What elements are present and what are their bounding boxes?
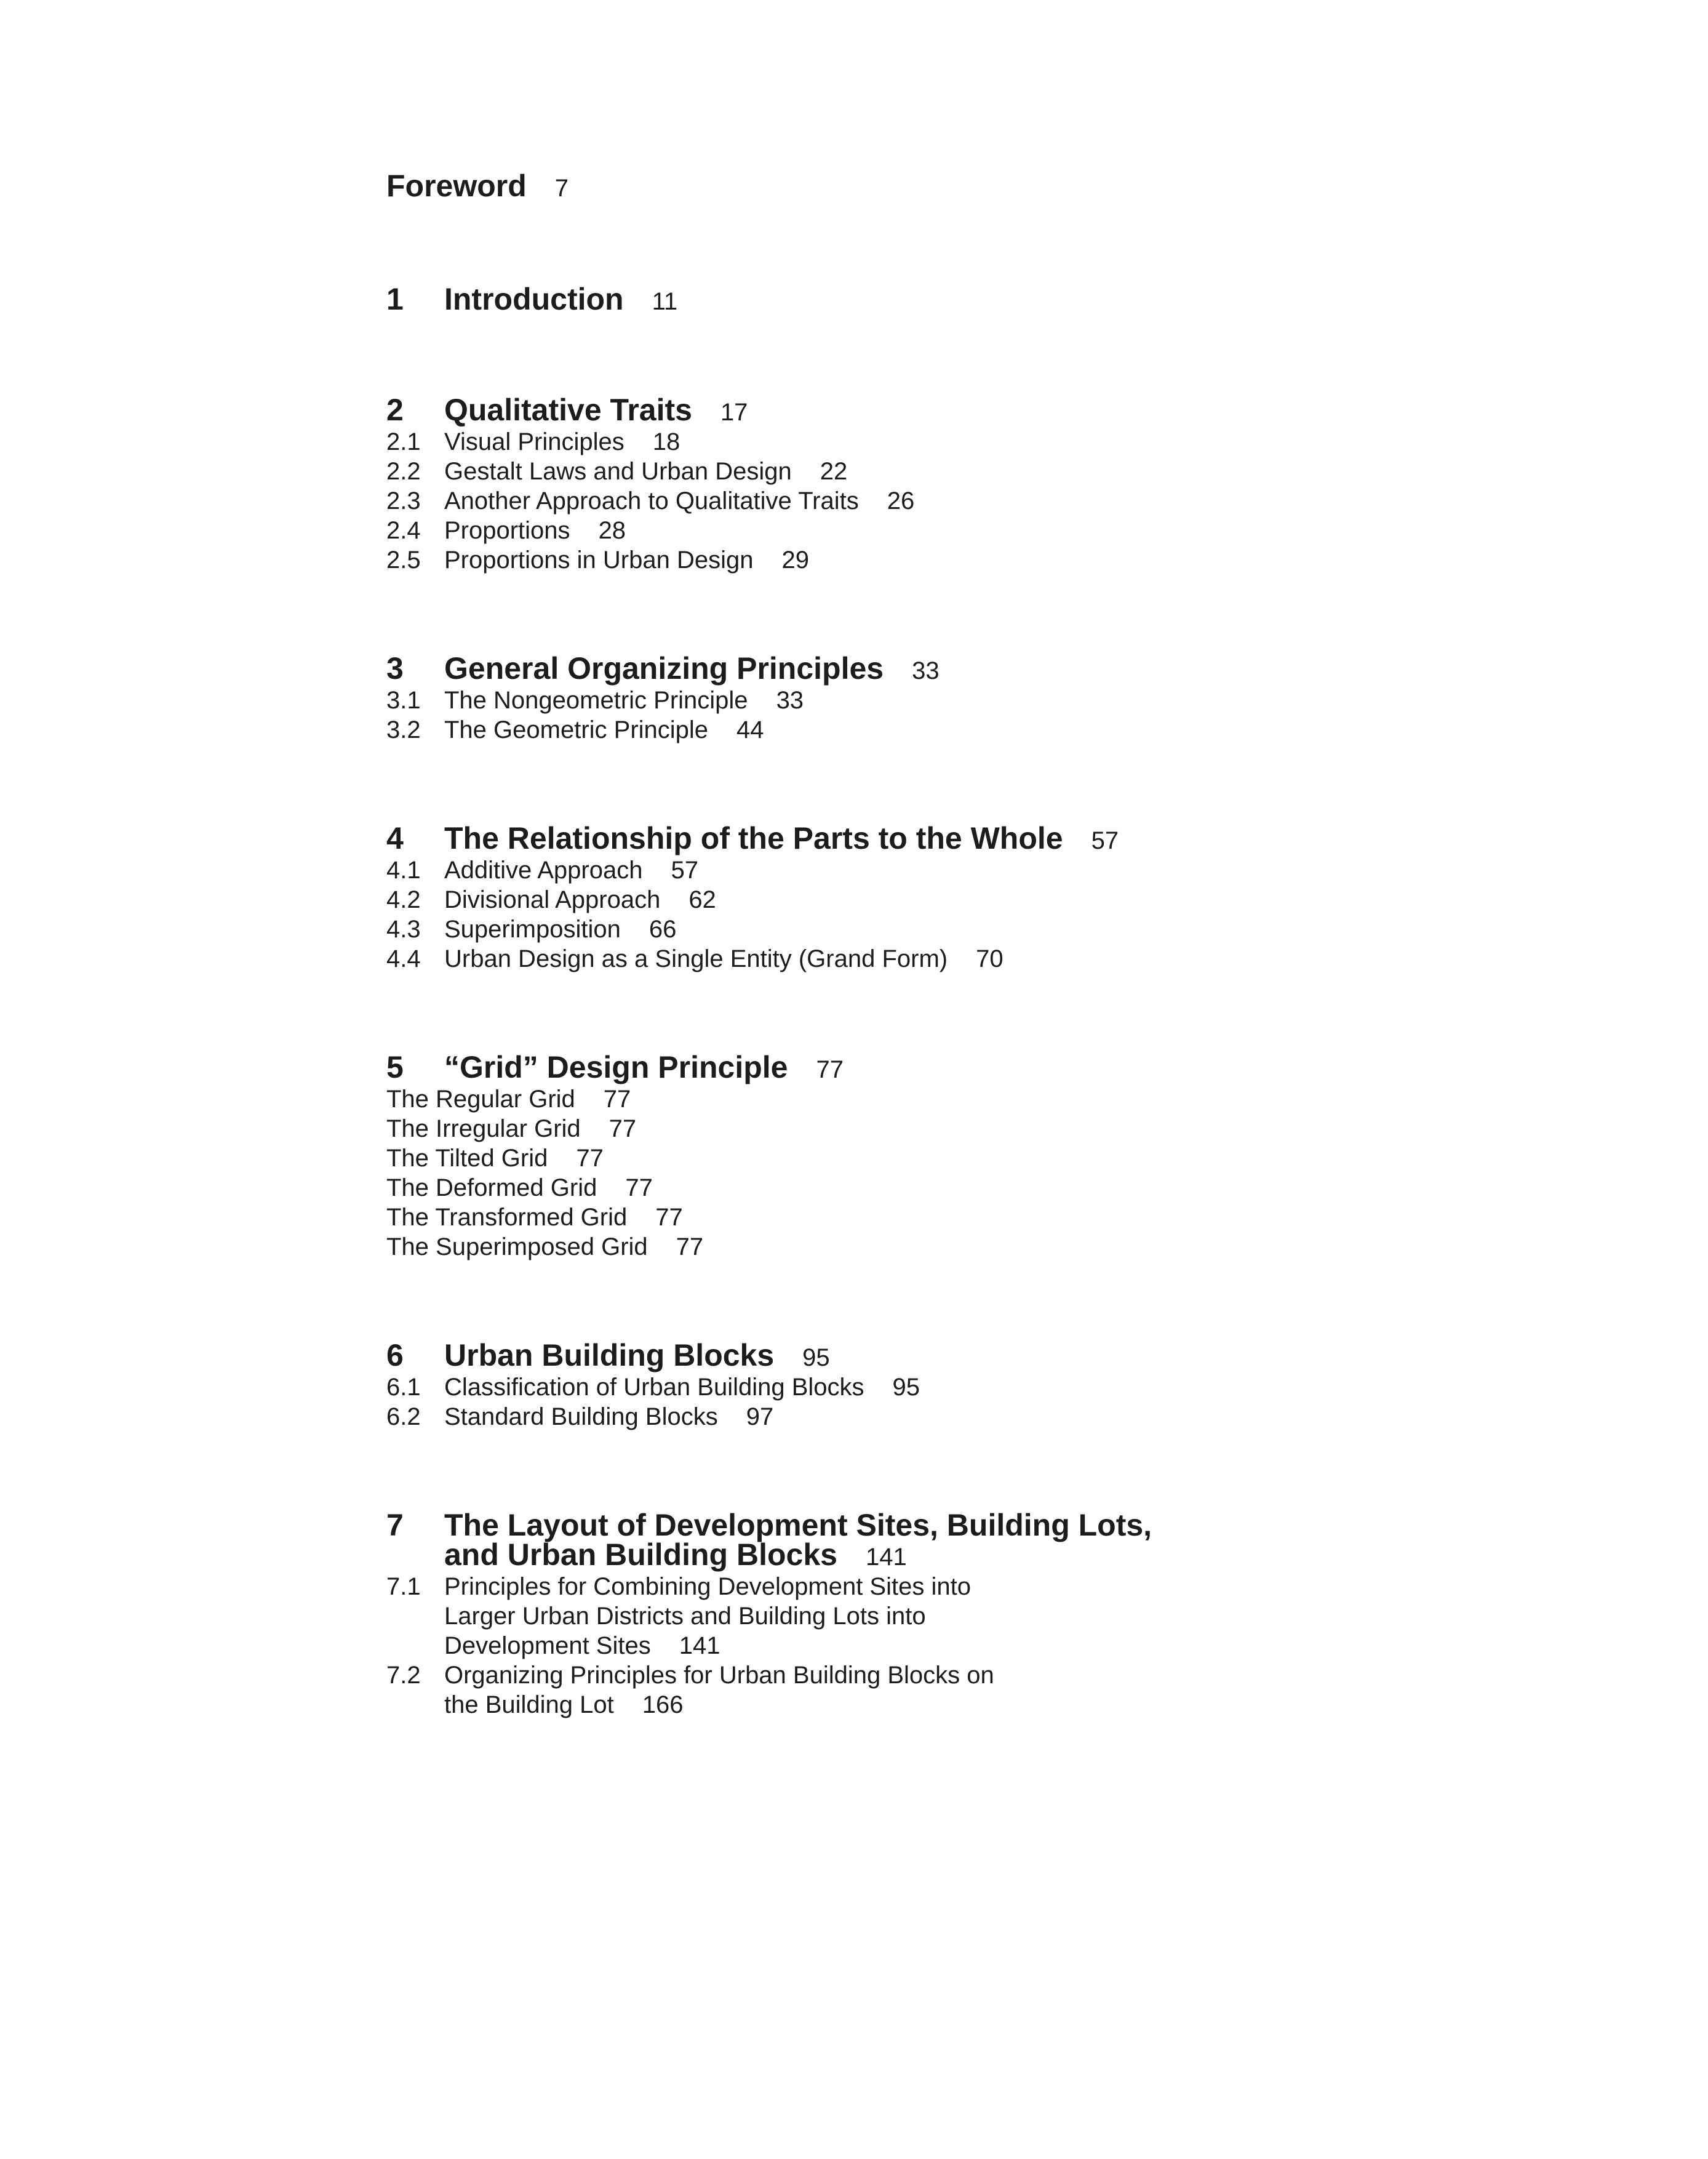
section-text (444, 885, 1555, 915)
section-entry[interactable] (386, 1232, 1555, 1262)
chapter-title-wrap (444, 823, 1555, 855)
chapter-number: 7 (386, 1508, 404, 1542)
section-page-number: 97 (746, 1403, 774, 1430)
section-entry[interactable] (386, 915, 1555, 944)
section-number: 2.5 (386, 547, 421, 574)
chapter-title: Urban Building Blocks (444, 1338, 775, 1372)
section-entry[interactable] (386, 1402, 1555, 1432)
chapter-page-number: 77 (816, 1056, 844, 1083)
section-text (444, 545, 1555, 575)
section-page-number: 26 (887, 487, 915, 515)
chapter-5 (386, 1052, 1555, 1262)
chapter-page-number: 11 (652, 288, 678, 315)
section-page-number: 28 (598, 517, 626, 544)
section-text (386, 1232, 1555, 1262)
chapter-number: 6 (386, 1338, 404, 1372)
chapter-title: General Organizing Principles (444, 651, 884, 686)
section-number: 3.2 (386, 716, 421, 743)
section-title: Visual Principles (444, 428, 625, 455)
chapter-heading[interactable] (386, 284, 1555, 316)
section-text (386, 1114, 1555, 1144)
chapter-title: The Layout of Development Sites, Building Lots, and Urban Building Blocks (444, 1508, 1152, 1572)
chapter-heading[interactable] (386, 1510, 1555, 1572)
chapter-number: 1 (386, 282, 404, 316)
section-page-number: 77 (655, 1204, 683, 1231)
section-page-number: 77 (603, 1086, 631, 1113)
section-entry[interactable] (386, 944, 1555, 974)
section-page-number: 70 (976, 945, 1004, 972)
section-text (444, 1372, 1555, 1402)
section-title: The Tilted Grid (386, 1145, 548, 1172)
section-page-number: 33 (776, 687, 804, 714)
section-page-number: 166 (642, 1691, 684, 1718)
section-number: 2.1 (386, 428, 421, 455)
section-text (444, 915, 1555, 944)
chapter-title-wrap (444, 1052, 1555, 1084)
section-title: The Regular Grid (386, 1086, 575, 1113)
section-number: 6.2 (386, 1403, 421, 1430)
section-entry[interactable] (386, 545, 1555, 575)
section-title: Urban Design as a Single Entity (Grand Form) (444, 945, 948, 972)
chapter-title-wrap (444, 284, 1555, 316)
section-text (444, 457, 1555, 486)
section-title: Gestalt Laws and Urban Design (444, 458, 792, 485)
chapter-heading[interactable] (386, 823, 1555, 855)
section-list (386, 1572, 1555, 1720)
section-text (444, 715, 1555, 745)
section-text (386, 1144, 1555, 1173)
section-number: 2.3 (386, 487, 421, 515)
chapter-number: 3 (386, 651, 404, 686)
section-title: The Nongeometric Principle (444, 687, 748, 714)
section-page-number: 29 (781, 547, 809, 574)
section-entry[interactable] (386, 715, 1555, 745)
section-entry[interactable] (386, 1572, 1555, 1660)
section-page-number: 95 (892, 1374, 920, 1401)
section-page-number: 18 (652, 428, 680, 455)
section-page-number: 141 (679, 1632, 720, 1659)
section-title: Proportions in Urban Design (444, 547, 754, 574)
section-text (444, 516, 1555, 545)
section-entry[interactable] (386, 516, 1555, 545)
section-list (386, 686, 1555, 745)
section-title: Standard Building Blocks (444, 1403, 718, 1430)
section-title: Principles for Combining Development Sites into Larger Urban Districts and Building Lots into Development Sites (444, 1573, 971, 1659)
section-text (386, 1084, 1555, 1114)
section-entry[interactable] (386, 855, 1555, 885)
chapter-heading[interactable] (386, 1052, 1555, 1084)
section-text (444, 944, 1555, 974)
section-entry[interactable] (386, 1084, 1555, 1114)
chapter-page-number: 141 (865, 1544, 907, 1571)
section-entry[interactable] (386, 427, 1555, 457)
chapter-heading[interactable] (386, 395, 1555, 427)
chapter-title-wrap (444, 651, 1555, 686)
section-number: 4.3 (386, 916, 421, 943)
section-number: 4.4 (386, 945, 421, 972)
section-page-number: 77 (576, 1145, 604, 1172)
chapter-title-wrap (444, 395, 1555, 427)
foreword-title: Foreword (386, 169, 527, 203)
section-entry[interactable] (386, 486, 1555, 516)
section-title: The Transformed Grid (386, 1204, 628, 1231)
section-page-number: 57 (671, 857, 698, 884)
chapter-1 (386, 284, 1555, 316)
section-entry[interactable] (386, 885, 1555, 915)
section-title: Classification of Urban Building Blocks (444, 1374, 864, 1401)
section-text (444, 1660, 1555, 1720)
section-page-number: 44 (736, 716, 764, 743)
section-number: 6.1 (386, 1374, 421, 1401)
section-title: Additive Approach (444, 857, 643, 884)
chapter-title: Introduction (444, 282, 624, 316)
section-title: The Geometric Principle (444, 716, 709, 743)
section-entry[interactable] (386, 1173, 1555, 1203)
section-title: Another Approach to Qualitative Traits (444, 487, 859, 515)
section-title: The Irregular Grid (386, 1115, 581, 1142)
section-title: Proportions (444, 517, 570, 544)
section-page-number: 77 (609, 1115, 637, 1142)
chapter-heading[interactable] (386, 1340, 1555, 1372)
chapter-3 (386, 651, 1555, 745)
section-number: 2.4 (386, 517, 421, 544)
chapter-2 (386, 395, 1555, 575)
chapter-page-number: 33 (912, 657, 940, 684)
chapter-page-number: 17 (720, 399, 748, 426)
chapter-6 (386, 1340, 1555, 1432)
section-title: Divisional Approach (444, 886, 661, 913)
section-entry[interactable] (386, 1114, 1555, 1144)
section-title: The Deformed Grid (386, 1174, 597, 1201)
section-title: Superimposition (444, 916, 621, 943)
section-list (386, 1084, 1555, 1262)
section-list (386, 1372, 1555, 1432)
chapter-title-wrap (444, 1340, 1555, 1372)
chapter-page-number: 57 (1091, 827, 1119, 854)
chapter-title: “Grid” Design Principle (444, 1050, 788, 1084)
section-entry[interactable] (386, 1203, 1555, 1232)
chapter-heading[interactable] (386, 651, 1555, 686)
section-list (386, 855, 1555, 974)
section-page-number: 62 (688, 886, 716, 913)
foreword-page: 7 (554, 175, 569, 202)
section-number: 4.2 (386, 886, 421, 913)
section-number: 7.2 (386, 1662, 421, 1689)
section-entry[interactable] (386, 457, 1555, 486)
chapter-list (386, 284, 1555, 1720)
section-page-number: 66 (648, 916, 677, 943)
section-entry[interactable] (386, 1144, 1555, 1173)
section-page-number: 22 (820, 458, 848, 485)
section-text (386, 1203, 1555, 1232)
section-text (444, 686, 1555, 715)
section-title: The Superimposed Grid (386, 1233, 648, 1260)
section-text (444, 486, 1555, 516)
chapter-number: 2 (386, 393, 404, 427)
section-page-number: 77 (625, 1174, 653, 1201)
section-text (444, 427, 1555, 457)
foreword-entry[interactable] (386, 166, 1555, 206)
chapter-title-wrap (444, 1510, 1555, 1572)
section-list (386, 427, 1555, 575)
section-entry[interactable] (386, 686, 1555, 715)
table-of-contents (386, 166, 1555, 1720)
chapter-title: The Relationship of the Parts to the Whole (444, 821, 1063, 855)
section-title: Organizing Principles for Urban Building Blocks on the Building Lot (444, 1662, 994, 1718)
section-page-number: 77 (676, 1233, 704, 1260)
section-entry[interactable] (386, 1372, 1555, 1402)
section-text (444, 1402, 1555, 1432)
chapter-number: 4 (386, 821, 404, 855)
section-number: 3.1 (386, 687, 421, 714)
chapter-4 (386, 823, 1555, 974)
chapter-7 (386, 1510, 1555, 1720)
chapter-page-number: 95 (802, 1344, 830, 1371)
section-text (444, 855, 1555, 885)
section-text (386, 1173, 1555, 1203)
section-number: 2.2 (386, 458, 421, 485)
section-number: 4.1 (386, 857, 421, 884)
section-entry[interactable] (386, 1660, 1555, 1720)
section-text (444, 1572, 1555, 1660)
chapter-number: 5 (386, 1050, 404, 1084)
chapter-title: Qualitative Traits (444, 393, 692, 427)
section-number: 7.1 (386, 1573, 421, 1600)
